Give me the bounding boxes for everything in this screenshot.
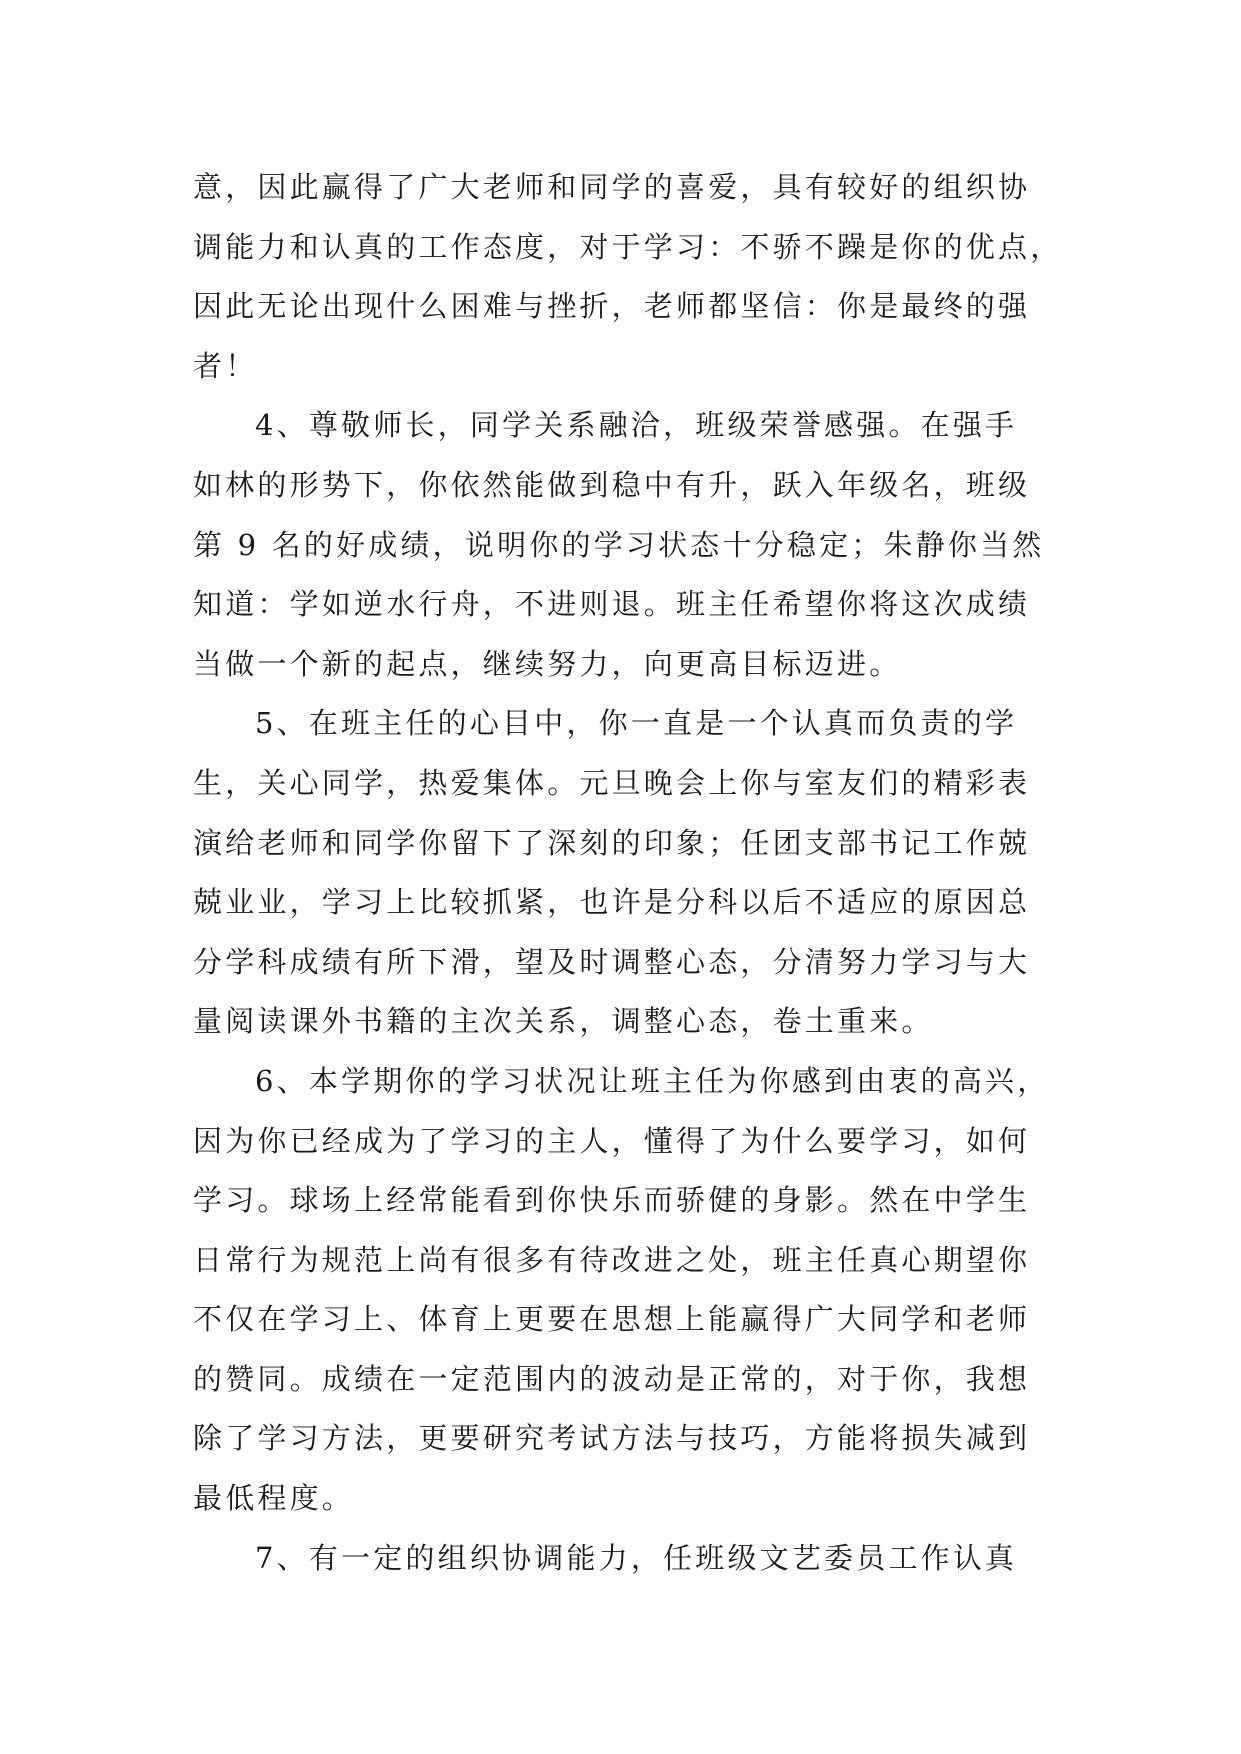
text-line: 当做一个新的起点，继续努力，向更高目标迈进。 [193,646,902,681]
text-line: 调能力和认真的工作态度，对于学习：不骄不躁是你的优点， [193,229,1063,264]
paragraph-item-4 [193,396,1073,694]
text-line: 不仅在学习上、体育上更要在思想上能赢得广大同学和老师 [193,1302,1031,1337]
text-line: 7、有一定的组织协调能力，任班级文艺委员工作认真 [255,1540,1018,1575]
text-line: 知道：学如逆水行舟，不进则退。班主任希望你将这次成绩 [193,587,1031,622]
text-line: 生，关心同学，热爱集体。元旦晚会上你与室友们的精彩表 [193,765,1031,800]
text-line: 第 9 名的好成绩，说明你的学习状态十分稳定；朱静你当然 [193,527,1045,562]
text-line: 最低程度。 [193,1481,355,1516]
text-line: 者！ [193,348,258,383]
text-line: 意，因此赢得了广大老师和同学的喜爱，具有较好的组织协 [193,170,1031,204]
text-line: 的赞同。成绩在一定范围内的波动是正常的，对于你，我想 [193,1361,1031,1396]
text-line: 4、尊敬师长，同学关系融洽，班级荣誉感强。在强手 [255,408,1018,443]
text-line: 演给老师和同学你留下了深刻的印象；任团支部书记工作兢 [193,825,1031,860]
text-line: 日常行为规范上尚有很多有待改进之处，班主任真心期望你 [193,1242,1031,1277]
text-line: 除了学习方法，更要研究考试方法与技巧，方能将损失减到 [193,1421,1031,1456]
text-line: 5、在班主任的心目中，你一直是一个认真而负责的学 [255,706,1018,741]
paragraph-continuation [193,158,1073,396]
text-line: 如林的形势下，你依然能做到稳中有升，跃入年级名，班级 [193,467,1031,502]
text-line: 学习。球场上经常能看到你快乐而骄健的身影。然在中学生 [193,1183,1031,1218]
paragraph-item-5 [193,694,1073,1052]
document-body [193,158,1073,1588]
text-line: 分学科成绩有所下滑，望及时调整心态，分清努力学习与大 [193,944,1031,979]
text-line: 因此无论出现什么困难与挫折，老师都坚信：你是最终的强 [193,289,1031,324]
text-line: 量阅读课外书籍的主次关系，调整心态，卷土重来。 [193,1004,934,1039]
text-line: 因为你已经成为了学习的主人，懂得了为什么要学习，如何 [193,1123,1031,1158]
text-line: 6、本学期你的学习状况让班主任为你感到由衷的高兴， [255,1063,1050,1098]
paragraph-item-7 [193,1529,1073,1589]
paragraph-item-6 [193,1052,1073,1529]
text-line: 兢业业，学习上比较抓紧，也许是分科以后不适应的原因总 [193,885,1031,920]
